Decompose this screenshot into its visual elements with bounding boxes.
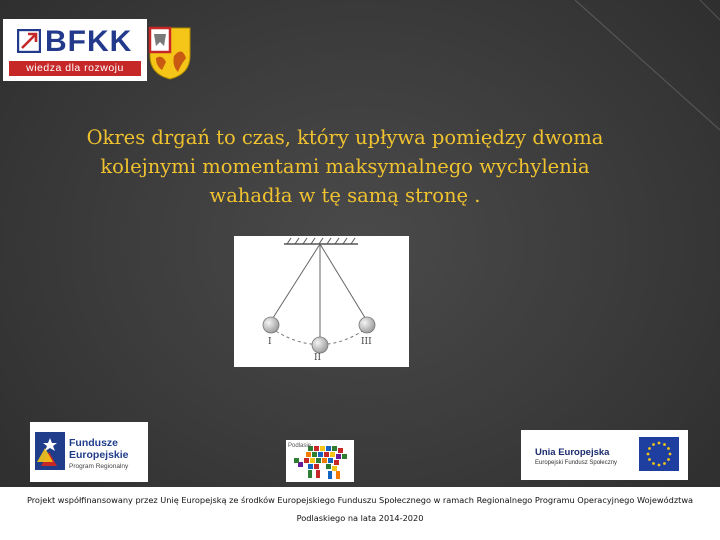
footer-text: Projekt współfinansowany przez Unię Europejską ze środków Europejskiego Funduszu Społecznego w ramach Regionalnego Programu Operacyjnego Województwa Podlaskiego na lata 2014-2020 [26,495,694,523]
bfkk-logo [3,19,147,81]
pendulum-diagram [234,236,409,367]
bfkk-tagline: wiedza dla rozwoju [9,61,141,76]
podlasie-logo [286,440,354,482]
fundusze-line2: Europejskie [69,449,129,461]
fundusze-line1: Fundusze [69,437,118,449]
fundusze-line3: Program Regionalny [69,463,129,470]
bfkk-arrow-icon [17,29,41,53]
position-label-1: I [268,337,272,347]
ue-line2: Europejski Fundusz Społeczny [535,460,618,466]
fundusze-star-icon [35,432,69,472]
footer [0,487,720,540]
bfkk-name: BFKK [45,25,133,58]
position-label-3: III [361,337,372,347]
definition-text: Okres drgań to czas, który upływa pomiędzy dwoma kolejnymi momentami maksymalnego wychylenia wahadła w tę samą stronę . [86,126,604,207]
pendulum-figure [234,236,409,367]
fundusze-europejskie-logo [30,422,148,482]
coat-of-arms-icon [148,26,192,80]
ue-line1: Unia Europejska [535,447,610,458]
unia-europejska-logo [521,430,688,480]
position-label-2: II [314,353,322,363]
eu-flag-icon [639,437,679,471]
podlasie-label: Podlasie [288,443,312,449]
